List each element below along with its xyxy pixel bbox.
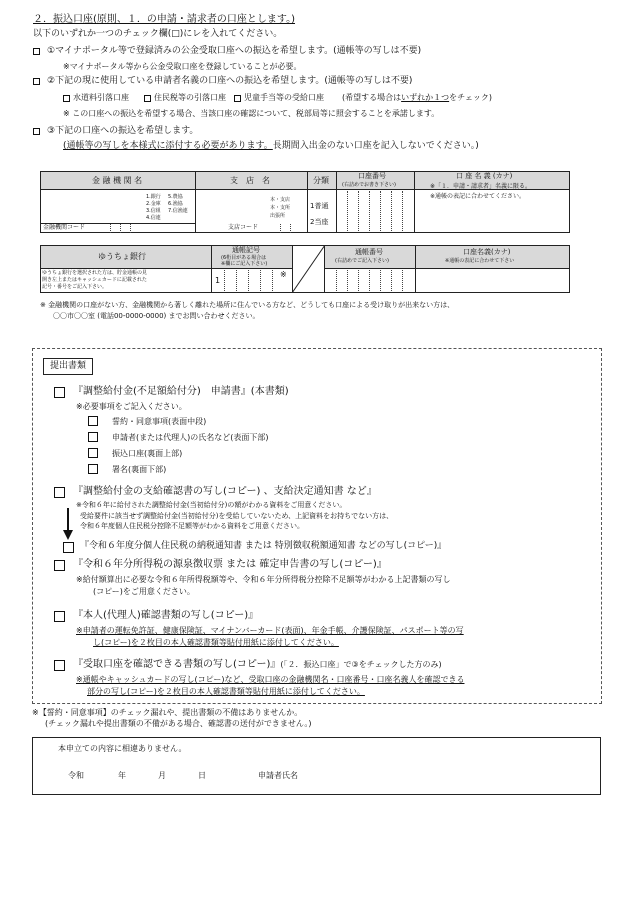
doc2b-checkbox[interactable] (63, 542, 74, 553)
doc2-note-1: ※令和６年に給付された調整給付金(当初給付分)の額がわかる資料をご用意ください。 (76, 501, 347, 509)
option2b-label: 住民税等の引落口座 (154, 93, 226, 102)
option2-checkbox[interactable] (33, 78, 40, 85)
option2c-checkbox[interactable] (234, 95, 241, 102)
applicant-name-label: 申請者氏名 (258, 771, 298, 780)
branch-code-label: 支店コード (228, 224, 259, 231)
doc4-checkbox[interactable] (54, 611, 65, 622)
day-label: 日 (198, 771, 206, 780)
doc3-note-2: (コピー)をご用意ください。 (93, 587, 195, 596)
doc3-label: 『令和６年分所得税の源泉徴収票 または 確定申告書の写し(コピー)』 (73, 559, 387, 570)
doc5-note-2: 部分の写し(コピー)を２枚目の本人確認書類等貼付用紙に添付してください。 (87, 687, 365, 696)
branch-name-header: 支 店 名 (230, 176, 270, 185)
class-option-savings[interactable]: 1普通 (310, 202, 329, 210)
option2a-checkbox[interactable] (63, 95, 70, 102)
account-holder-note-2: ※通帳の表記に合わせてください。 (430, 193, 526, 200)
doc4-note-2: し(コピー)を２枚目の本人確認書類等貼付用紙に添付してください。 (93, 638, 339, 647)
yucho-note-3: 記号・番号をご記入下さい。 (42, 284, 108, 290)
yucho-code-sub-1: (6桁目がある場合は (221, 255, 267, 261)
bank-name-header: 金 融 機 関 名 (92, 176, 143, 185)
bank-type-1: 1.銀行 (146, 194, 161, 200)
option2-note: ※ この口座への振込を希望する場合、当該口座の確認について、税部局等に照会することを承諾します。 (63, 109, 440, 118)
account-holder-header: 口 座 名 義 (カナ) (456, 172, 513, 180)
bank-type-5: 5.農協 (168, 194, 183, 200)
doc1-sub2-label: 申請者(または代理人)の氏名など(表面下部) (112, 433, 269, 442)
branch-type-2: 本・支所 (270, 205, 291, 211)
yucho-code-title: 通帳記号 (232, 246, 260, 254)
bank-code-label: 金融機関コード (43, 224, 86, 231)
class-option-checking[interactable]: 2当座 (310, 218, 329, 226)
down-arrow-icon (63, 508, 73, 540)
bank-type-3: 3.信組 (146, 208, 161, 214)
bank-type-7: 7.信漁連 (168, 208, 188, 214)
diagonal-slash (292, 245, 325, 293)
doc2-note-2: 受給要件に該当せず調整給付金(当初給付分)を受給していないため、上記資料をお持ちでない方は、 (80, 512, 394, 520)
bank-note-1: ※ 金融機関の口座がない方、金融機関から著しく離れた場所に住んでいる方など、どうしても口座による受け取りが出来ない方は、 (40, 301, 455, 309)
doc1-checkbox[interactable] (54, 387, 65, 398)
account-number-header: 口座番号 (358, 172, 386, 180)
yucho-note-2: 開き左上またはキャッシュカードに記載された (42, 277, 147, 283)
footer-note-1: ※【誓約・同意事項】のチェック漏れや、提出書類の不備はありませんか。 (32, 708, 303, 717)
option3-label: ③下記の口座への振込を希望します。 (47, 126, 199, 136)
doc4-note-1: ※申請者の運転免許証、健康保険証、マイナンバーカード(表面)、年金手帳、介護保険証、パスポート等の写 (76, 626, 464, 635)
yucho-star: ※ (280, 270, 287, 279)
yucho-number-title: 通帳番号 (355, 248, 383, 256)
yucho-note-1: ゆうちょ銀行を選択された方は、貯金通帳の見 (42, 270, 148, 276)
option1-note: ※マイナポータル等から公金受取口座を登録していることが必要。 (63, 62, 302, 71)
bank-type-6: 6.漁協 (168, 201, 183, 207)
yucho-name-sub: ※通帳の表記に合わせて下さい (445, 258, 515, 264)
doc1-sub1-checkbox[interactable] (88, 416, 98, 426)
branch-type-3: 出張所 (270, 213, 286, 219)
option2c-label: 児童手当等の受給口座 (244, 93, 324, 102)
yucho-name-title: 口座名義(カナ) (463, 248, 511, 256)
class-header: 分類 (313, 176, 329, 185)
doc1-sub4-checkbox[interactable] (88, 464, 98, 474)
branch-type-1: 本・支店 (270, 197, 291, 203)
doc1-sub4-label: 署名(裏面下部) (112, 465, 167, 474)
doc1-sub3-checkbox[interactable] (88, 448, 98, 458)
bank-note-2: 〇〇市〇〇室 (電話00-0000-0000) までお問い合わせください。 (53, 312, 260, 320)
yucho-label: ゆうちょ銀行 (98, 252, 146, 261)
doc5-checkbox[interactable] (54, 660, 65, 671)
bank-type-2: 2.金庫 (146, 201, 161, 207)
bank-type-4: 4.信連 (146, 215, 161, 221)
option3-checkbox[interactable] (33, 128, 40, 135)
option2-label: ②下記の現に使用している申請者名義の口座への振込を希望します。(通帳等の写しは不要) (47, 76, 413, 86)
option2a-label: 水道料引落口座 (73, 93, 129, 102)
option1-label: ①マイナポータル等で登録済みの公金受取口座への振込を希望します。(通帳等の写しは不要) (47, 46, 422, 56)
doc5-label: 『受取口座を確認できる書類の写し(コピー)』(「２．振込口座」で③をチェックした方のみ) (73, 659, 442, 670)
documents-title: 提出書類 (43, 358, 93, 375)
yucho-number-sub: (右詰めでご記入下さい) (335, 258, 389, 264)
option2b-checkbox[interactable] (144, 95, 151, 102)
year-label: 年 (118, 771, 126, 780)
option1-checkbox[interactable] (33, 48, 40, 55)
doc1-sub3-label: 振込口座(裏面上部) (112, 449, 183, 458)
doc1-note: ※必要事項をご記入ください。 (76, 402, 187, 411)
doc2-note-3: 令和６年度個人住民税分控除不足額等がわかる資料をご用意ください。 (80, 522, 304, 530)
doc2b-label: 『令和６年度分個人住民税の納税通知書 または 特別徴収税額通知書 などの写し(コピー)』 (80, 541, 447, 551)
month-label: 月 (158, 771, 166, 780)
footer-note-2: (チェック漏れや提出書類の不備がある場合、確認書の送付ができません。) (45, 719, 312, 728)
option2-hint: (希望する場合はいずれか１つをチェック) (342, 93, 493, 102)
account-number-subheader: (右詰めでお書き下さい) (342, 182, 396, 188)
doc2-label: 『調整給付金の支給確認書の写し(コピー) 、支給決定通知書 など』 (73, 486, 377, 497)
era-label: 令和 (68, 771, 84, 780)
yucho-code-sub-2: ※欄にご記入下さい) (221, 261, 268, 267)
doc3-checkbox[interactable] (54, 560, 65, 571)
doc4-label: 『本人(代理人)確認書類の写し(コピー)』 (73, 610, 259, 621)
section2-title: ２．振込口座(原則、１．の申請・請求者の口座とします。) (33, 14, 296, 25)
doc3-note-1: ※給付額算出に必要な令和６年所得税額等や、令和６年分所得税分控除不足額等がわかる上記書類の写し (76, 575, 451, 584)
confirmation-text: 本申立ての内容に相違ありません。 (58, 744, 187, 753)
doc1-sub1-label: 誓約・同意事項(表面中段) (112, 417, 207, 426)
section2-instruction: 以下のいずれか一つのチェック欄(□)にレを入れてください。 (33, 29, 283, 39)
doc5-note-1: ※通帳やキャッシュカードの写し(コピー)など、受取口座の金融機関名・口座番号・口座名義人を確認できる (76, 675, 465, 684)
doc1-label: 『調整給付金(不足額給付分) 申請書』(本書類) (73, 386, 289, 397)
doc1-sub2-checkbox[interactable] (88, 432, 98, 442)
doc2-checkbox[interactable] (54, 487, 65, 498)
account-holder-note-1: ※「１．申請・請求者」名義に限る。 (430, 183, 532, 190)
yucho-code-prefix: 1 (215, 276, 221, 285)
option3-note: (通帳等の写しを本様式に添付する必要があります。長期間入出金のない口座を記入しないでください。) (63, 141, 479, 151)
